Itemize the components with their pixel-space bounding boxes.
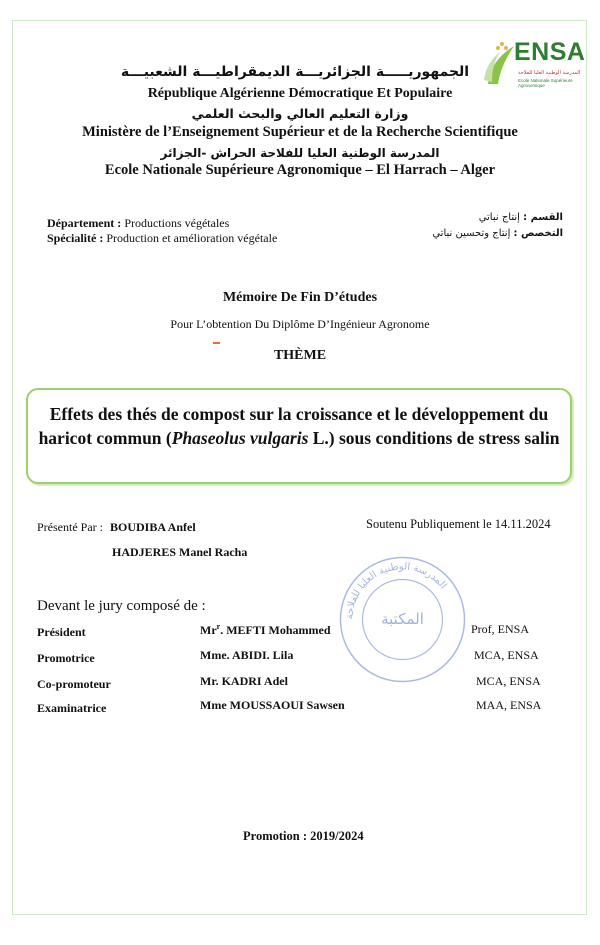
speciality-label: Spécialité : xyxy=(47,231,104,245)
logo-subtitle-ar: المدرسة الوطنية العليا للفلاحة xyxy=(518,70,581,76)
theme-part1: Effets des thés de compost sur la croissance et le développement du haricot commun ( xyxy=(38,404,549,448)
memoire-title: Mémoire De Fin D’études xyxy=(222,290,378,305)
speciality-line xyxy=(47,231,277,246)
stamp-center-text: المكتبة xyxy=(381,610,424,628)
speciality-ar-label: التخصص : xyxy=(513,228,563,239)
speciality-value: Production et amélioration végétale xyxy=(106,231,278,245)
department-value: Productions végétales xyxy=(124,216,230,230)
author-2: HADJERES Manel Racha xyxy=(112,545,248,559)
republic-fr: République Algérienne Démocratique Et Populaire xyxy=(147,86,453,101)
author-1: BOUDIBA Anfel xyxy=(109,520,196,534)
logo-brand: ENSA xyxy=(514,38,586,66)
jury-grade-4: MAA, ENSA xyxy=(476,698,542,712)
stamp-ring-text: المدرسة الوطنية العليا للفلاحة xyxy=(344,561,449,620)
logo-subtitle-fr: Ecole Nationale Supérieure Agronomique xyxy=(518,78,573,88)
defended-date: Soutenu Publiquement le 14.11.2024 xyxy=(366,517,551,531)
jury-name-2: Mme. ABIDI. Lila xyxy=(200,648,294,662)
jury-intro: Devant le jury composé de : xyxy=(37,598,206,614)
ensa-logo xyxy=(480,38,590,93)
jury-grade-2: MCA, ENSA xyxy=(474,648,539,662)
department-ar-value: إنتاج نباتي xyxy=(478,212,520,223)
department-ar-line xyxy=(479,212,563,223)
jury-grade-3: MCA, ENSA xyxy=(476,674,541,688)
presented-label: Présenté Par : xyxy=(37,520,103,534)
department-label: Département : xyxy=(47,216,122,230)
theme-title xyxy=(38,402,560,450)
jury-name-3: Mr. KADRI Adel xyxy=(200,674,288,688)
library-stamp xyxy=(335,552,470,687)
theme-label: THÈME xyxy=(273,348,327,363)
department-ar-label: القسم : xyxy=(523,212,563,223)
ministry-fr: Ministère de l’Enseignement Supérieur et de la Recherche Scientifique xyxy=(82,124,518,140)
jury-role-2: Promotrice xyxy=(37,651,95,665)
theme-part2: L.) sous conditions de stress salin xyxy=(308,428,560,448)
jury-role-3: Co-promoteur xyxy=(37,677,111,691)
school-ar: المدرسة الوطنية العليا للفلاحة الحراش -الجزائر xyxy=(160,146,440,160)
jury-role-1: Président xyxy=(37,625,86,639)
ministry-ar: وزارة التعليم العالي والبحث العلمي xyxy=(191,106,409,121)
memoire-subtitle: Pour L’obtention Du Diplôme D’Ingénieur Agronome xyxy=(170,317,430,331)
school-fr: Ecole Nationale Supérieure Agronomique – El Harrach – Alger xyxy=(104,162,496,178)
republic-ar: الجمهوريـــــة الجزائريـــة الديمقراطيـــة الشعبيـــة xyxy=(120,64,470,80)
department-line xyxy=(47,216,229,231)
presented-by xyxy=(37,520,196,535)
promotion: Promotion : 2019/2024 xyxy=(243,829,364,843)
jury-grade-1: Prof, ENSA xyxy=(471,622,530,636)
jury-name-1: Mr$^r$. MEFTI Mohammed xyxy=(200,622,331,637)
jury-name-4: Mme MOUSSAOUI Sawsen xyxy=(200,698,345,712)
speciality-ar-value: إنتاج وتحسين نباتي xyxy=(432,228,511,239)
pen-mark xyxy=(213,342,220,344)
theme-species: Phaseolus vulgaris xyxy=(171,428,309,448)
speciality-ar-line xyxy=(432,228,563,239)
theme-box xyxy=(26,388,572,484)
jury-role-4: Examinatrice xyxy=(37,701,107,715)
